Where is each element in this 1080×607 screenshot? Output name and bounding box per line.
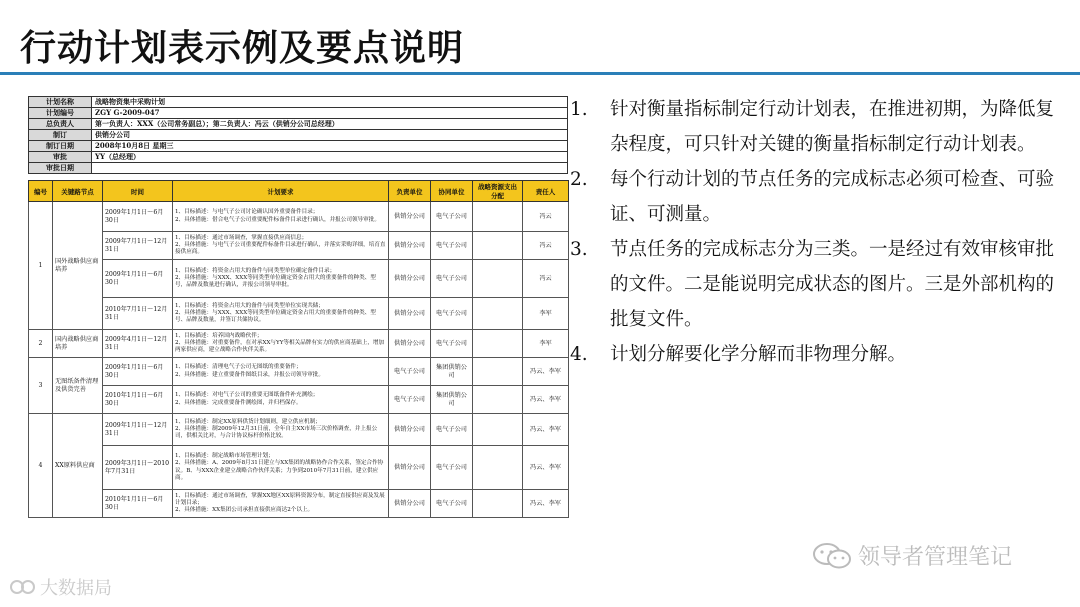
source-logo-icon <box>10 577 36 597</box>
requirement-goal: 1、目标描述：通过市场调查，掌握直接供应商信息； <box>175 234 308 241</box>
responsible-person: 冯云 <box>523 232 569 260</box>
table-row <box>29 330 569 358</box>
responsible-unit: 供销分公司 <box>389 490 431 518</box>
meta-label: 制订日期 <box>29 141 92 152</box>
plan-column-header: 计划要求 <box>173 181 389 202</box>
requirement-cell <box>173 202 389 232</box>
resource-allocation <box>473 298 523 330</box>
key-node: 国外战略供应商培养 <box>53 202 103 330</box>
watermark-left-text: 大数据局 <box>40 578 112 599</box>
cooperating-unit: 集团供销公司 <box>431 358 473 386</box>
resource-allocation <box>473 386 523 414</box>
requirement-goal: 1、目标描述：将资金占用大的备件与同类型单位确定备件目录； <box>175 267 336 274</box>
requirement-goal: 1、目标描述：对电气子公司的重要无图纸备件补充测绘； <box>175 392 319 399</box>
responsible-unit: 供销分公司 <box>389 330 431 358</box>
requirement-goal: 1、目标描述：制定战略市场管理计划； <box>175 453 274 460</box>
requirement-cell <box>173 490 389 518</box>
resource-allocation <box>473 490 523 518</box>
meta-row <box>29 108 568 119</box>
cooperating-unit: 电气子公司 <box>431 202 473 232</box>
responsible-unit: 供销分公司 <box>389 414 431 446</box>
requirement-goal: 1、目标描述：与电气子公司讨论确认国外重要备件目录； <box>175 209 319 216</box>
meta-value: 战略物资集中采购计划 <box>92 97 568 108</box>
requirement-measure: 2、具体措施：A、2009年8月31日建立与XX集团的战略协作合作关系，签定合作协议。B、与XXX企业建立战略合作伙伴关系；力争到2010年7月31日前，建立供应商。 <box>175 460 384 481</box>
key-point-text: 每个行动计划的节点任务的完成标志必须可检查、可验证、可测量。 <box>610 169 1055 225</box>
requirement-measure: 2、具体措施：制2009年12月31日前，全年自主XX市场三次价格调查，并上报公司，供相关比对，与合计协议标杆价格比较。 <box>175 425 378 440</box>
cooperating-unit: 集团供销公司 <box>431 386 473 414</box>
requirement-measure: 2、具体措施：与XXX、XXX等同类型单位确定资金占用大的重要备件的种类、型号，品牌及数量进行确认，并报公司领导审批。 <box>175 274 376 289</box>
plan-meta-table <box>28 96 568 174</box>
requirement-cell <box>173 358 389 386</box>
resource-allocation <box>473 202 523 232</box>
key-point-item <box>570 337 1070 372</box>
responsible-person: 冯云、李军 <box>523 386 569 414</box>
requirement-goal: 1、目标描述：制定XX原料供货计划细则，建立供应机制； <box>175 418 321 425</box>
meta-row <box>29 141 568 152</box>
responsible-unit: 供销分公司 <box>389 232 431 260</box>
resource-allocation <box>473 358 523 386</box>
requirement-measure: 2、具体措施：对重要备件，在对承XX与YY等相关品牌有实力的供应商基础上，增加两家供应商，建立战略合作伙伴关系。 <box>175 339 385 354</box>
requirement-goal: 1、目标描述：培养国内战略伙伴； <box>175 332 263 339</box>
time-cell: 2009年1月1日～6月30日 <box>103 202 173 232</box>
key-node: 国内战略供应商培养 <box>53 330 103 358</box>
meta-label: 计划名称 <box>29 97 92 108</box>
row-number: 4 <box>29 414 53 518</box>
requirement-measure: 2、具体措施：与XXX、XXX等同类型单位确定资金占用大的重要备件的种类、型号、品牌及数量，并签订共储协议。 <box>175 309 376 324</box>
responsible-unit: 供销分公司 <box>389 298 431 330</box>
requirement-cell <box>173 330 389 358</box>
plan-column-header: 负责单位 <box>389 181 431 202</box>
meta-value: ZGY G-2009-047 <box>92 108 568 119</box>
requirement-measure: 2、具体措施：XX集团公司承担直接供应商达2个以上。 <box>175 507 314 514</box>
meta-value: 2008年10月8日 星期三 <box>92 141 568 152</box>
time-cell: 2009年3月1日～2010年7月31日 <box>103 446 173 490</box>
cooperating-unit: 电气子公司 <box>431 446 473 490</box>
plan-column-header: 责任人 <box>523 181 569 202</box>
table-row <box>29 232 569 260</box>
action-plan-document <box>28 96 568 601</box>
title-divider <box>0 72 1080 75</box>
responsible-person: 冯云 <box>523 260 569 298</box>
watermark-right-text: 领导者管理笔记 <box>858 545 1013 570</box>
responsible-person: 冯云、李军 <box>523 414 569 446</box>
watermark-left <box>10 574 112 600</box>
responsible-unit: 供销分公司 <box>389 446 431 490</box>
meta-value <box>92 163 568 174</box>
responsible-person: 李军 <box>523 298 569 330</box>
key-node: 无图纸备件清理及供货完善 <box>53 358 103 414</box>
table-row <box>29 202 569 232</box>
key-point-number: 4. <box>570 344 588 365</box>
requirement-measure: 2、具体措施：借合电气子公司重要配件标备件目录进行确认，并报公司领导审批。 <box>175 216 380 223</box>
responsible-person: 李军 <box>523 330 569 358</box>
table-row <box>29 490 569 518</box>
key-node: XX原料供应商 <box>53 414 103 518</box>
responsible-person: 冯云、李军 <box>523 446 569 490</box>
requirement-cell <box>173 386 389 414</box>
responsible-unit: 供销分公司 <box>389 260 431 298</box>
cooperating-unit: 电气子公司 <box>431 298 473 330</box>
requirement-cell <box>173 414 389 446</box>
meta-label: 计划编号 <box>29 108 92 119</box>
responsible-person: 冯云、李军 <box>523 358 569 386</box>
row-number: 1 <box>29 202 53 330</box>
time-cell: 2009年1月1日～12月31日 <box>103 414 173 446</box>
responsible-unit: 供销分公司 <box>389 202 431 232</box>
plan-column-header: 关键路节点 <box>53 181 103 202</box>
requirement-goal: 1、目标描述：清理电气子公司无图纸的重要备件； <box>175 364 302 371</box>
cooperating-unit: 电气子公司 <box>431 260 473 298</box>
plan-column-header: 编号 <box>29 181 53 202</box>
table-row <box>29 298 569 330</box>
responsible-unit: 电气子公司 <box>389 386 431 414</box>
page-title: 行动计划表示例及要点说明 <box>20 28 465 69</box>
key-points-list <box>570 92 1070 372</box>
meta-value: 第一负责人：XXX（公司常务副总）；第二负责人：冯云（供销分公司总经理） <box>92 119 568 130</box>
key-point-item <box>570 162 1070 232</box>
wechat-icon <box>812 542 852 570</box>
key-point-item <box>570 92 1070 162</box>
cooperating-unit: 电气子公司 <box>431 414 473 446</box>
responsible-person: 冯云、李军 <box>523 490 569 518</box>
meta-row <box>29 163 568 174</box>
table-row <box>29 386 569 414</box>
meta-row <box>29 97 568 108</box>
requirement-measure: 2、具体措施：与电气子公司重要配件标备件目录进行确认，并落实采购详细，培育直接供应商。 <box>175 241 386 256</box>
resource-allocation <box>473 330 523 358</box>
meta-row <box>29 119 568 130</box>
requirement-goal: 1、目标描述：将资金占用大的备件与同类型单位实现共储； <box>175 302 324 309</box>
requirement-cell <box>173 446 389 490</box>
time-cell: 2009年4月1日～12月31日 <box>103 330 173 358</box>
time-cell: 2009年7月1日～12月31日 <box>103 232 173 260</box>
table-row <box>29 414 569 446</box>
time-cell: 2010年1月1日～6月30日 <box>103 386 173 414</box>
meta-value: 供销分公司 <box>92 130 568 141</box>
resource-allocation <box>473 232 523 260</box>
plan-column-header: 时间 <box>103 181 173 202</box>
plan-column-header: 协同单位 <box>431 181 473 202</box>
key-point-number: 1. <box>570 99 588 120</box>
key-point-number: 2. <box>570 169 588 190</box>
key-point-item <box>570 232 1070 337</box>
requirement-cell <box>173 260 389 298</box>
requirement-cell <box>173 232 389 260</box>
watermark-right <box>812 540 1012 571</box>
resource-allocation <box>473 414 523 446</box>
key-point-text: 节点任务的完成标志分为三类。一是经过有效审核审批的文件。二是能说明完成状态的图片。三是外部机构的批复文件。 <box>610 239 1055 330</box>
responsible-person: 冯云 <box>523 202 569 232</box>
cooperating-unit: 电气子公司 <box>431 330 473 358</box>
cooperating-unit: 电气子公司 <box>431 232 473 260</box>
meta-label: 审批日期 <box>29 163 92 174</box>
requirement-measure: 2、具体措施：建立重要备件图纸目录，并报公司领导审批。 <box>175 371 324 378</box>
resource-allocation <box>473 260 523 298</box>
plan-column-header: 战略资源支出分配 <box>473 181 523 202</box>
row-number: 2 <box>29 330 53 358</box>
cooperating-unit: 电气子公司 <box>431 490 473 518</box>
responsible-unit: 电气子公司 <box>389 358 431 386</box>
requirement-cell <box>173 298 389 330</box>
meta-row <box>29 152 568 163</box>
key-point-text: 针对衡量指标制定行动计划表，在推进初期，为降低复杂程度，可只针对关键的衡量指标制定行动计划表。 <box>610 99 1055 155</box>
table-row <box>29 446 569 490</box>
key-point-number: 3. <box>570 239 588 260</box>
requirement-goal: 1、目标描述：通过市场调查，掌握XX地区XX原料资源分布，制定直接供应商及发展计划目录； <box>175 492 385 506</box>
time-cell: 2009年1月1日～6月30日 <box>103 260 173 298</box>
resource-allocation <box>473 446 523 490</box>
meta-label: 总负责人 <box>29 119 92 130</box>
time-cell: 2010年1月1日～6月30日 <box>103 490 173 518</box>
row-number: 3 <box>29 358 53 414</box>
meta-row <box>29 130 568 141</box>
table-row <box>29 260 569 298</box>
meta-label: 审批 <box>29 152 92 163</box>
action-plan-table <box>28 180 569 518</box>
key-point-text: 计划分解要化学分解而非物理分解。 <box>610 344 907 365</box>
time-cell: 2009年1月1日～6月30日 <box>103 358 173 386</box>
table-row <box>29 358 569 386</box>
meta-label: 制订 <box>29 130 92 141</box>
meta-value: YY（总经理） <box>92 152 568 163</box>
time-cell: 2010年7月1日～12月31日 <box>103 298 173 330</box>
requirement-measure: 2、具体措施：完成重要备件测绘图，并归档保存。 <box>175 399 302 406</box>
